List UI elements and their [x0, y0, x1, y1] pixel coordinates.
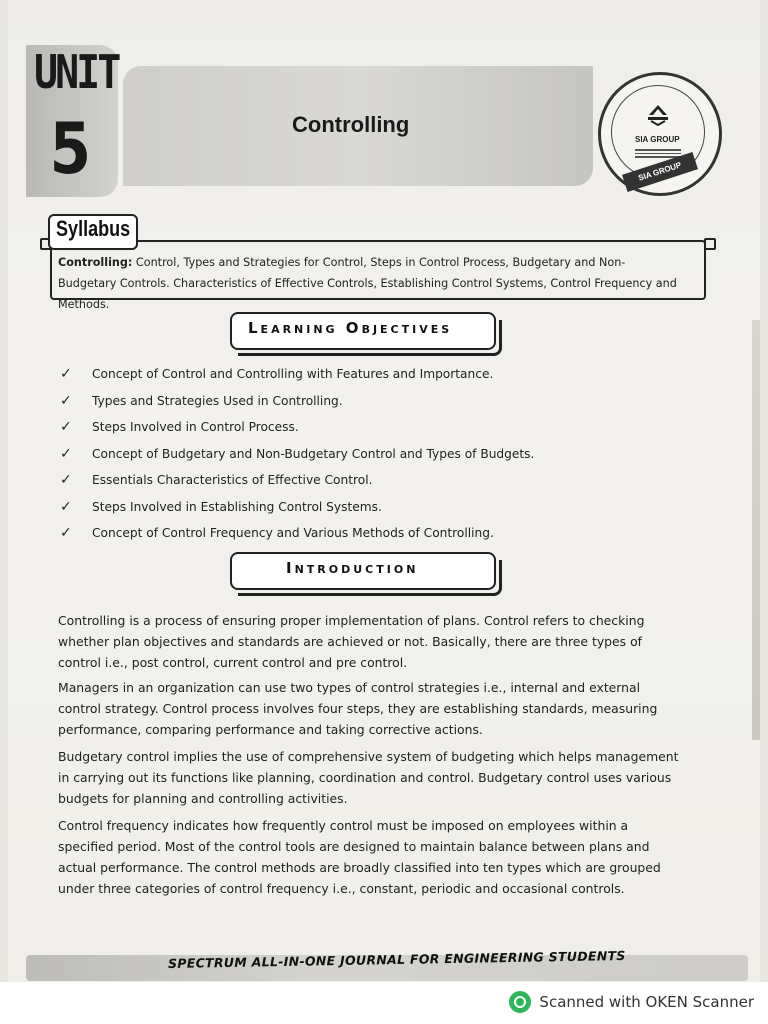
logo-name: SIA GROUP	[635, 135, 680, 144]
intro-paragraph-1: Controlling is a process of ensuring proper implementation of plans. Control refers to checking whether plan objectives and standards are achieved or not. Basically, there are three types of control i.e., post control, current control and pre control.	[58, 613, 645, 670]
chapter-title: Controlling	[292, 112, 410, 137]
logo-ribbon: SIA GROUP	[622, 152, 698, 192]
sia-emblem-icon	[643, 103, 673, 127]
syllabus-body: Control, Types and Strategies for Control, Steps in Control Process, Budgetary and Non-Budgetary Controls. Characteristics of Effective Controls, Establishing Control Systems, Control Frequency and Methods.	[58, 256, 677, 311]
check-icon: ✓	[60, 445, 72, 462]
check-icon: ✓	[60, 525, 72, 541]
intro-paragraph-4: Control frequency indicates how frequently control must be imposed on employees within a specified period. Most of the control tools are designed to maintain balance between plans and actual performance. The control methods are broadly classified into ten types which are grouped under three categories of control frequency i.e., constant, periodic and occasional controls.	[58, 818, 661, 896]
check-icon: ✓	[60, 419, 72, 435]
introduction-heading: Introduction	[286, 559, 419, 577]
list-item: ✓ Essentials Characteristics of Effective Control.	[60, 472, 373, 488]
list-item: ✓ Concept of Budgetary and Non-Budgetary Control and Types of Budgets.	[60, 445, 535, 462]
syllabus-label: Syllabus	[56, 216, 131, 241]
scanner-label: Scanned with OKEN Scanner	[539, 993, 754, 1011]
check-icon: ✓	[60, 366, 72, 382]
list-item: ✓ Types and Strategies Used in Controlling.	[60, 392, 343, 409]
intro-paragraph-3: Budgetary control implies the use of comprehensive system of budgeting which helps management in carrying out its functions like planning, coordination and control. Budgetary control uses various budgets for planning and controlling activities.	[58, 749, 679, 806]
list-item: ✓ Concept of Control and Controlling with Features and Importance.	[60, 366, 494, 382]
intro-paragraph-2: Managers in an organization can use two types of control strategies i.e., internal and external control strategy. Control process involves four steps, they are establishing standards, measuring performance, comparing performance and taking corrective actions.	[58, 680, 658, 737]
page-edge-shadow	[752, 320, 760, 740]
syllabus-text	[58, 252, 683, 315]
document-page	[8, 0, 760, 982]
unit-number: 5	[49, 108, 92, 190]
check-icon: ✓	[60, 472, 72, 488]
sia-group-logo	[598, 72, 722, 196]
check-icon: ✓	[60, 392, 72, 409]
list-item: ✓ Concept of Control Frequency and Various Methods of Controlling.	[60, 525, 494, 541]
unit-label: UNIT	[34, 46, 119, 100]
scanner-watermark	[509, 991, 754, 1013]
scanner-logo-icon	[509, 991, 531, 1013]
list-item: ✓ Steps Involved in Control Process.	[60, 419, 299, 435]
objectives-list	[60, 362, 620, 548]
footer-title: SPECTRUM ALL-IN-ONE JOURNAL FOR ENGINEERING STUDENTS	[167, 948, 626, 971]
syllabus-lead: Controlling:	[58, 256, 133, 269]
list-item: ✓ Steps Involved in Establishing Control Systems.	[60, 498, 382, 515]
learning-objectives-heading: Learning Objectives	[248, 319, 453, 337]
check-icon: ✓	[60, 498, 72, 515]
